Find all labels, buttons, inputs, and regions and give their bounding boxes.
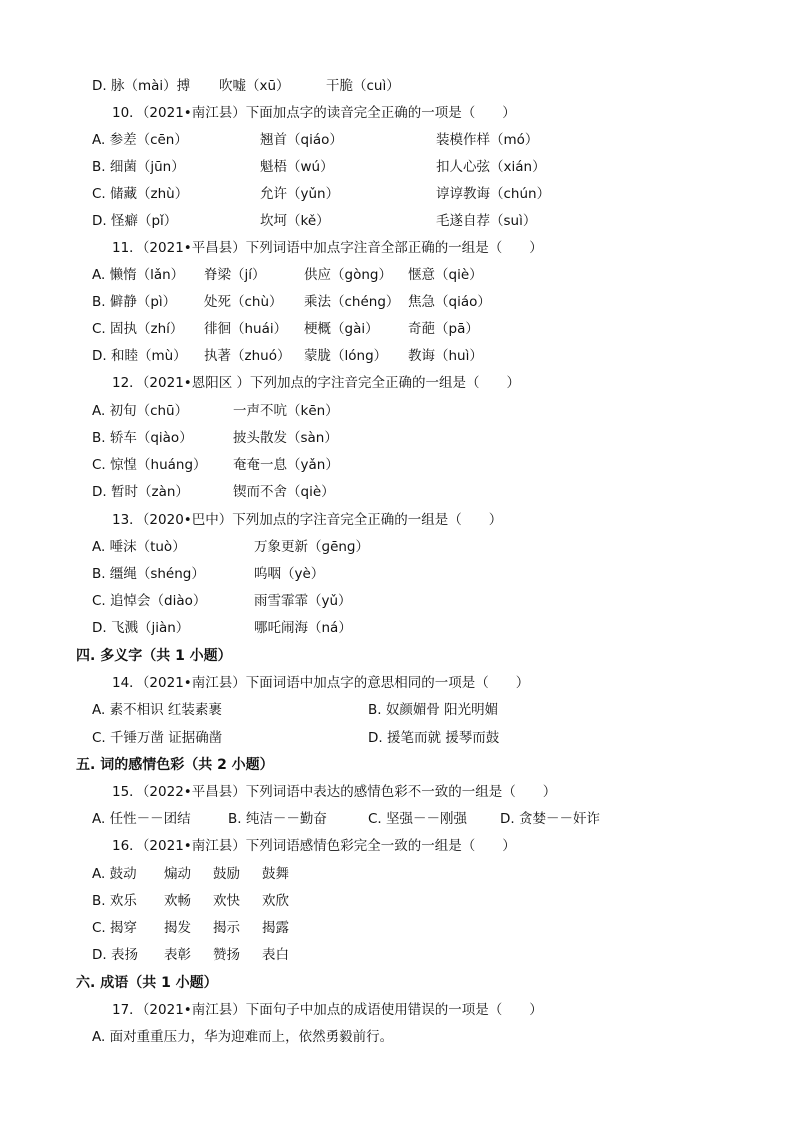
option-d: D. 怪癖（pǐ） bbox=[92, 213, 178, 229]
question-13: 13．（2020•巴中）下列加点的字注音完全正确的一组是（ ） bbox=[112, 512, 503, 528]
option-word: 表彰 bbox=[164, 947, 191, 963]
option-word: 煽动 bbox=[164, 866, 191, 882]
option-word: 欢欣 bbox=[262, 893, 289, 909]
option-d: D. 脉（mài）搏 bbox=[92, 78, 191, 94]
option-word: 允许（yǔn） bbox=[260, 186, 340, 202]
option-word: 鼓舞 bbox=[262, 866, 289, 882]
option-a: A. 鼓动 bbox=[92, 866, 137, 882]
option-word: 焦急（qiáo） bbox=[408, 294, 491, 310]
section-heading: 四. 多义字（共 1 小题） bbox=[76, 648, 232, 664]
option-c: C. 千锤万凿 证据确凿 bbox=[92, 730, 223, 746]
option-word: 鼓励 bbox=[213, 866, 240, 882]
question-10: 10．（2021•南江县）下面加点字的读音完全正确的一项是（ ） bbox=[112, 105, 516, 121]
option-word: 脊梁（jí） bbox=[204, 267, 266, 283]
option-a: A. 面对重重压力，华为迎难而上，依然勇毅前行。 bbox=[92, 1029, 394, 1045]
option-b: B. 纯洁－－勤奋 bbox=[228, 811, 327, 827]
option-word: 教诲（huì） bbox=[408, 348, 483, 364]
option-word: 谆谆教诲（chún） bbox=[436, 186, 551, 202]
option-c: C. 储藏（zhù） bbox=[92, 186, 189, 202]
option-b: B. 细菌（jūn） bbox=[92, 159, 185, 175]
option-word: 万象更新（ɡēnɡ） bbox=[254, 539, 370, 555]
section-heading: 五. 词的感情色彩（共 2 小题） bbox=[76, 757, 274, 773]
option-a: A. 初旬（chū） bbox=[92, 403, 189, 419]
option-word: 奄奄一息（yǎn） bbox=[233, 457, 339, 473]
option-word: 揭示 bbox=[213, 920, 240, 936]
option-word: 毛遂自荐（suì） bbox=[436, 213, 537, 229]
option-d: D. 飞溅（jiàn） bbox=[92, 620, 190, 636]
option-word: 锲而不舍（qiè） bbox=[233, 484, 335, 500]
option-word: 呜咽（yè） bbox=[254, 566, 325, 582]
option-d: D. 表扬 bbox=[92, 947, 138, 963]
question-11: 11．（2021•平昌县）下列词语中加点字注音全部正确的一组是（ ） bbox=[112, 240, 543, 256]
option-word: 揭露 bbox=[262, 920, 289, 936]
option-word: 执著（zhuó） bbox=[204, 348, 291, 364]
option-word: 乘法（chéng） bbox=[304, 294, 400, 310]
option-word: 一声不吭（kēn） bbox=[233, 403, 339, 419]
option-word: 干脆（cuì） bbox=[326, 78, 400, 94]
option-word: 欢快 bbox=[213, 893, 240, 909]
option-a: A. 素不相识 红装素裹 bbox=[92, 702, 222, 718]
question-17: 17．（2021•南江县）下面句子中加点的成语使用错误的一项是（ ） bbox=[112, 1002, 543, 1018]
option-word: 翘首（qiáo） bbox=[260, 132, 343, 148]
option-word: 披头散发（sàn） bbox=[233, 430, 338, 446]
option-b: B. 轿车（qiào） bbox=[92, 430, 193, 446]
question-15: 15．（2022•平昌县）下列词语中表达的感情色彩不一致的一组是（ ） bbox=[112, 784, 557, 800]
option-word: 装模作样（mó） bbox=[436, 132, 539, 148]
option-c: C. 揭穿 bbox=[92, 920, 138, 936]
option-c: C. 固执（zhí） bbox=[92, 321, 184, 337]
option-word: 揭发 bbox=[164, 920, 191, 936]
option-d: D. 暂时（zàn） bbox=[92, 484, 189, 500]
option-d: D. 援笔而就 援琴而鼓 bbox=[368, 730, 500, 746]
option-d: D. 贪婪－－奸诈 bbox=[500, 811, 600, 827]
question-16: 16．（2021•南江县）下列词语感情色彩完全一致的一组是（ ） bbox=[112, 838, 516, 854]
option-word: 赞扬 bbox=[213, 947, 240, 963]
option-a: A. 唾沫（tuò） bbox=[92, 539, 186, 555]
option-word: 魁梧（wú） bbox=[260, 159, 334, 175]
option-word: 表白 bbox=[262, 947, 289, 963]
option-b: B. 缰绳（shéng） bbox=[92, 566, 205, 582]
question-12: 12．（2021•恩阳区 ）下列加点的字注音完全正确的一组是（ ） bbox=[112, 375, 521, 391]
option-word: 梗概（gài） bbox=[304, 321, 379, 337]
option-word: 处死（chù） bbox=[204, 294, 283, 310]
option-word: 吹嘘（xū） bbox=[219, 78, 290, 94]
option-word: 奇葩（pā） bbox=[408, 321, 479, 337]
option-word: 哪吒闹海（ná） bbox=[254, 620, 352, 636]
option-b: B. 僻静（pì） bbox=[92, 294, 177, 310]
option-b: B. 欢乐 bbox=[92, 893, 137, 909]
option-a: A. 参差（cēn） bbox=[92, 132, 188, 148]
option-word: 惬意（qiè） bbox=[408, 267, 483, 283]
option-c: C. 追悼会（diào） bbox=[92, 593, 207, 609]
option-word: 供应（gòng） bbox=[304, 267, 392, 283]
option-word: 坎坷（kě） bbox=[260, 213, 330, 229]
option-word: 蒙胧（lóng） bbox=[304, 348, 388, 364]
option-word: 扣人心弦（xián） bbox=[436, 159, 546, 175]
option-c: C. 惊惶（huáng） bbox=[92, 457, 207, 473]
option-c: C. 坚强－－刚强 bbox=[368, 811, 468, 827]
option-a: A. 任性－－团结 bbox=[92, 811, 191, 827]
option-word: 欢畅 bbox=[164, 893, 191, 909]
option-d: D. 和睦（mù） bbox=[92, 348, 187, 364]
option-word: 雨雪霏霏（yǔ） bbox=[254, 593, 352, 609]
option-word: 徘徊（huái） bbox=[204, 321, 288, 337]
section-heading: 六. 成语（共 1 小题） bbox=[76, 975, 218, 991]
option-b: B. 奴颜媚骨 阳光明媚 bbox=[368, 702, 499, 718]
question-14: 14．（2021•南江县）下面词语中加点字的意思相同的一项是（ ） bbox=[112, 675, 530, 691]
option-a: A. 懒惰（lǎn） bbox=[92, 267, 185, 283]
